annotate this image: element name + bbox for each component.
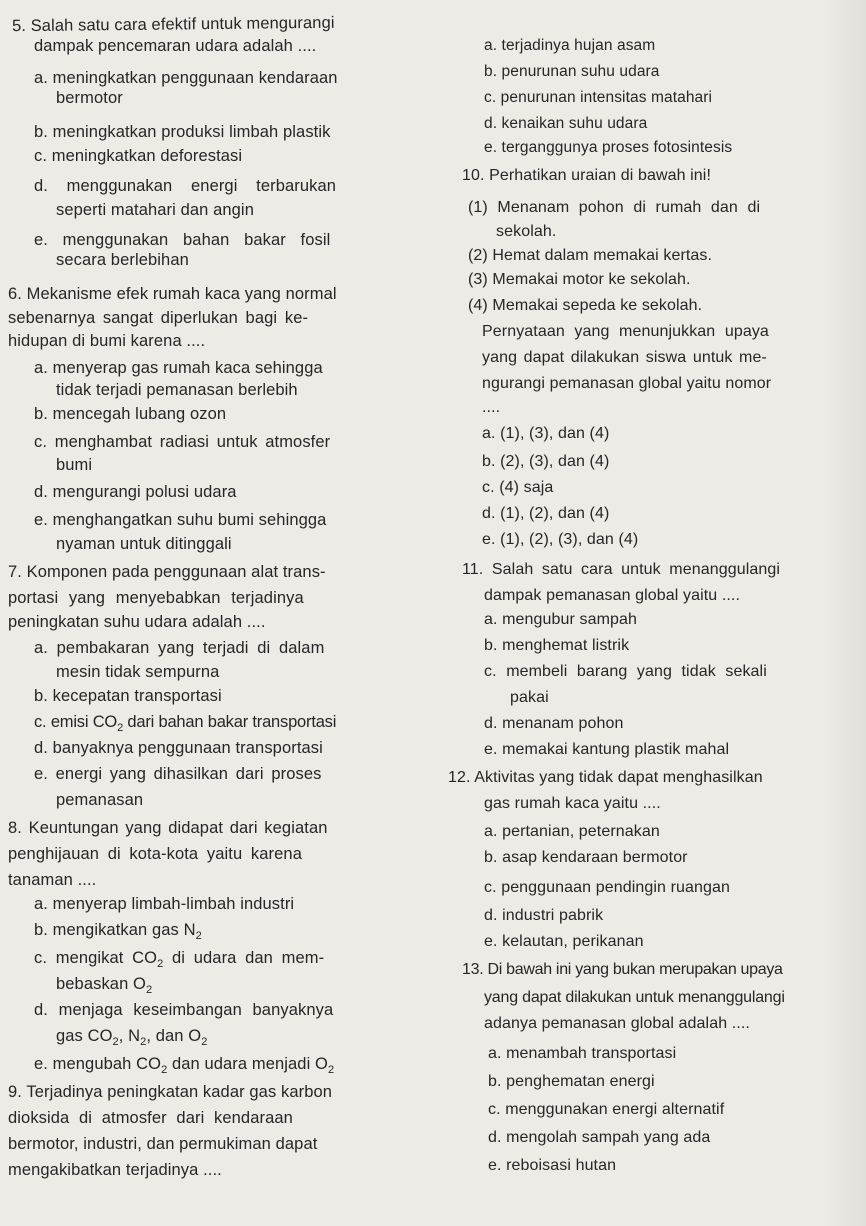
q8-d2-pre: gas CO: [56, 1027, 113, 1045]
q5-stem-line-1: 5. Salah satu cara efektif untuk mengurangi: [11, 13, 335, 36]
q10-prompt-line-4: ....: [482, 399, 501, 416]
q8-stem-line-3: tanaman ....: [8, 871, 97, 889]
q12-stem-line-2: gas rumah kaca yaitu ....: [484, 795, 661, 812]
q8-e-mid: dan udara menjadi O: [167, 1055, 328, 1073]
q8-option-a: a. menyerap limbah-limbah industri: [34, 895, 295, 913]
q8-stem-line-1: 8. Keuntungan yang didapat dari kegiatan: [8, 819, 328, 837]
q11-option-e: e. memakai kantung plastik mahal: [484, 741, 730, 758]
q5-option-a-cont: bermotor: [56, 89, 123, 107]
q9-option-b: b. penurunan suhu udara: [484, 63, 660, 80]
q13-option-b: b. penghematan energi: [488, 1073, 655, 1090]
q12-option-a: a. pertanian, peternakan: [484, 823, 660, 840]
q9-option-c: c. penurunan intensitas matahari: [484, 89, 713, 106]
q6-option-e: e. menghangatkan suhu bumi sehingga: [34, 511, 327, 529]
q7-option-c: [34, 712, 336, 738]
q10-statement-4: (4) Memakai sepeda ke sekolah.: [468, 297, 703, 314]
q5-option-d-cont: seperti matahari dan angin: [56, 201, 254, 219]
q6-option-d: d. mengurangi polusi udara: [34, 483, 237, 501]
q10-prompt-line-1: Pernyataan yang menunjukkan upaya: [482, 323, 769, 340]
q10-option-c: c. (4) saja: [482, 479, 554, 496]
q7-stem-line-2: portasi yang menyebabkan terjadinya: [8, 589, 304, 607]
q6-stem-line-1: 6. Mekanisme efek rumah kaca yang normal: [8, 285, 337, 303]
q11-option-b: b. menghemat listrik: [484, 637, 630, 654]
q5-option-c: c. meningkatkan deforestasi: [34, 147, 243, 165]
q9-stem-line-1: 9. Terjadinya peningkatan kadar gas karbon: [8, 1083, 333, 1101]
q6-stem-line-2: sebenarnya sangat diperlukan bagi ke-: [8, 309, 309, 327]
q13-option-c: c. menggunakan energi alternatif: [488, 1101, 725, 1118]
q10-option-d: d. (1), (2), dan (4): [482, 505, 610, 522]
q10-option-b: b. (2), (3), dan (4): [482, 453, 610, 470]
q7-option-e: e. energi yang dihasilkan dari proses: [34, 765, 322, 783]
q8-b-pre: b. mengikatkan gas N: [34, 921, 196, 939]
q8-c-pre: c. mengikat CO: [34, 949, 158, 967]
q11-stem-line-2: dampak pemanasan global yaitu ....: [484, 587, 741, 604]
q13-option-e: e. reboisasi hutan: [488, 1157, 617, 1174]
q7-option-b: b. kecepatan transportasi: [34, 687, 222, 705]
q12-option-b: b. asap kendaraan bermotor: [484, 849, 688, 866]
q10-statement-2: (2) Hemat dalam memakai kertas.: [468, 247, 713, 264]
q12-option-c: c. penggunaan pendingin ruangan: [484, 879, 730, 896]
q5-option-e: e. menggunakan bahan bakar fosil: [34, 231, 331, 249]
q8-e-sub2: 2: [327, 1064, 335, 1076]
q9-stem-line-3: bermotor, industri, dan permukiman dapat: [8, 1135, 318, 1153]
q8-c2-sub: 2: [145, 984, 153, 996]
q13-option-a: a. menambah transportasi: [488, 1045, 677, 1062]
q7-c-sub: 2: [117, 722, 123, 734]
q13-stem-line-2: yang dapat dilakukan untuk menanggulangi: [484, 989, 785, 1006]
q10-statement-3: (3) Memakai motor ke sekolah.: [468, 271, 691, 288]
q10-prompt-line-3: ngurangi pemanasan global yaitu nomor: [482, 375, 772, 392]
q9-stem-line-2: dioksida di atmosfer dari kendaraan: [8, 1109, 293, 1127]
q8-option-d-cont: [56, 1026, 207, 1052]
q5-option-d: d. menggunakan energi terbarukan: [34, 177, 337, 195]
q7-stem-line-3: peningkatan suhu udara adalah ....: [8, 613, 266, 631]
q8-c-sub: 2: [157, 958, 164, 970]
q10-prompt-line-2: yang dapat dilakukan siswa untuk me-: [482, 349, 767, 366]
q5-stem-line-2: dampak pencemaran udara adalah ....: [34, 37, 317, 55]
q8-stem-line-2: penghijauan di kota-kota yaitu karena: [8, 845, 302, 863]
q11-option-c: c. membeli barang yang tidak sekali: [484, 663, 767, 680]
q13-option-d: d. mengolah sampah yang ada: [488, 1129, 711, 1146]
q6-option-a-cont: tidak terjadi pemanasan berlebih: [56, 381, 298, 399]
q8-option-e: [34, 1054, 334, 1080]
q9-option-a: a. terjadinya hujan asam: [484, 37, 656, 54]
q8-option-d: d. menjaga keseimbangan banyaknya: [34, 1001, 334, 1019]
q12-option-e: e. kelautan, perikanan: [484, 933, 644, 950]
q9-option-e: e. terganggunya proses fotosintesis: [484, 139, 733, 156]
q9-option-d: d. kenaikan suhu udara: [484, 115, 648, 132]
q8-c-post: di udara dan mem-: [163, 949, 325, 967]
q8-d2-mid2: , dan O: [146, 1027, 202, 1045]
q12-option-d: d. industri pabrik: [484, 907, 604, 924]
q7-c-pre: c. emisi CO: [34, 713, 118, 731]
q5-option-e-cont: secara berlebihan: [56, 251, 189, 269]
q11-option-c-cont: pakai: [510, 689, 549, 706]
q7-option-e-cont: pemanasan: [56, 791, 144, 809]
q8-option-b: [34, 920, 202, 946]
q9-stem-line-4: mengakibatkan terjadinya ....: [8, 1161, 222, 1179]
q11-option-a: a. mengubur sampah: [484, 611, 638, 628]
q10-statement-1-cont: sekolah.: [496, 223, 557, 240]
q10-option-e: e. (1), (2), (3), dan (4): [482, 531, 639, 548]
q11-stem-line-1: 11. Salah satu cara untuk menanggulangi: [462, 561, 781, 578]
q10-option-a: a. (1), (3), dan (4): [482, 425, 610, 442]
q8-option-c: [34, 948, 324, 974]
q7-option-d: d. banyaknya penggunaan transportasi: [34, 739, 323, 757]
q5-option-a: a. meningkatkan penggunaan kendaraan: [34, 69, 338, 87]
q10-stem: 10. Perhatikan uraian di bawah ini!: [462, 167, 711, 184]
q8-d2-mid: , N: [118, 1027, 141, 1045]
q6-option-c-cont: bumi: [56, 456, 93, 474]
q7-option-a: a. pembakaran yang terjadi di dalam: [34, 639, 325, 657]
q6-option-e-cont: nyaman untuk ditinggali: [56, 535, 232, 553]
q13-stem-line-3: adanya pemanasan global adalah ....: [484, 1015, 750, 1032]
q7-option-a-cont: mesin tidak sempurna: [56, 663, 220, 681]
q6-option-c: c. menghambat radiasi untuk atmosfer: [34, 433, 331, 451]
q8-d2-sub1: 2: [112, 1036, 119, 1048]
q8-d2-sub3: 2: [201, 1036, 208, 1048]
q7-c-post: dari bahan bakar transportasi: [122, 713, 337, 731]
q8-e-pre: e. mengubah CO: [34, 1055, 162, 1073]
q5-option-b: b. meningkatkan produksi limbah plastik: [34, 123, 331, 141]
q10-statement-1: (1) Menanam pohon di rumah dan di: [468, 199, 761, 216]
q6-option-b: b. mencegah lubang ozon: [34, 405, 227, 423]
q8-e-sub: 2: [161, 1064, 168, 1076]
q8-d2-sub2: 2: [140, 1036, 147, 1048]
q6-option-a: a. menyerap gas rumah kaca sehingga: [34, 359, 323, 377]
q8-c2-pre: bebaskan O: [56, 975, 146, 993]
q8-option-c-cont: [56, 974, 152, 1000]
q8-b-sub: 2: [195, 930, 202, 942]
q11-option-d: d. menanam pohon: [484, 715, 624, 732]
q6-stem-line-3: hidupan di bumi karena ....: [8, 332, 206, 350]
q7-stem-line-1: 7. Komponen pada penggunaan alat trans-: [8, 563, 326, 581]
page-edge-shadow: [826, 0, 866, 1226]
q12-stem-line-1: 12. Aktivitas yang tidak dapat menghasilkan: [448, 769, 763, 786]
q13-stem-line-1: 13. Di bawah ini yang bukan merupakan upaya: [462, 961, 783, 978]
